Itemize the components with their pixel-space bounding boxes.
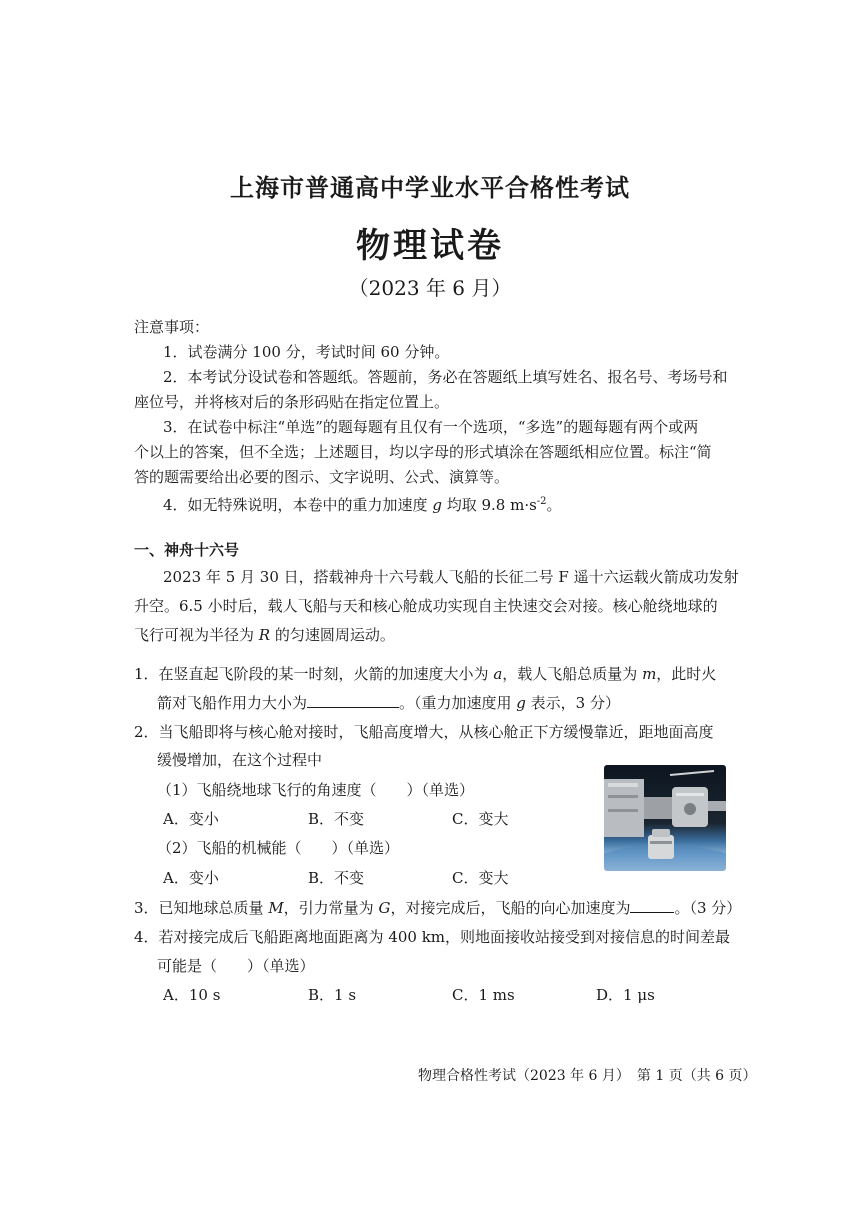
question-2-sub2: （2）飞船的机械能（ ）（单选）: [157, 839, 400, 857]
answer-blank-1[interactable]: [307, 692, 399, 708]
q2-sub1-option-c[interactable]: C．变大: [452, 810, 509, 828]
question-4-line2: 可能是（ ）（单选）: [157, 957, 315, 975]
section-intro-a: 2023 年 5 月 30 日，搭载神舟十六号载人飞船的长征二号 F 遥十六运载火箭成功发射: [163, 568, 739, 586]
q4-option-d[interactable]: D．1 μs: [596, 986, 655, 1004]
question-2-line2: 缓慢增加，在这个过程中: [157, 751, 323, 769]
notice-heading: 注意事项：: [134, 318, 210, 336]
q2-sub2-option-a[interactable]: A．变小: [163, 869, 219, 887]
notice-item-1: 1．试卷满分 100 分，考试时间 60 分钟。: [163, 343, 450, 361]
answer-blank-3[interactable]: [630, 897, 674, 913]
notice-item-3b: 个以上的答案，但不全选；上述题目，均以字母的形式填涂在答题纸相应位置。标注“简: [134, 443, 712, 461]
spacecraft-docking-photo: [604, 765, 726, 871]
q4-option-c[interactable]: C．1 ms: [452, 986, 515, 1004]
question-1-line2: 箭对飞船作用力大小为 。（重力加速度用 g 表示，3 分）: [157, 694, 620, 712]
notice-item-3a: 3．在试卷中标注“单选”的题每题有且仅有一个选项，“多选”的题每题有两个或两: [163, 418, 699, 436]
section-intro-b: 升空。6.5 小时后，载人飞船与天和核心舱成功实现自主快速交会对接。核心舱绕地球的: [134, 597, 718, 615]
notice-item-2a: 2．本考试分设试卷和答题纸。答题前，务必在答题纸上填写姓名、报名号、考场号和: [163, 368, 728, 386]
notice-item-3c: 答的题需要给出必要的图示、文字说明、公式、演算等。: [134, 468, 510, 486]
q2-sub1-option-a[interactable]: A．变小: [163, 810, 219, 828]
section-intro-c: 飞行可视为半径为 R 的匀速圆周运动。: [134, 626, 395, 644]
q2-sub1-option-b[interactable]: B．不变: [308, 810, 365, 828]
page-footer: 物理合格性考试（2023 年 6 月） 第 1 页（共 6 页）: [418, 1068, 757, 1084]
exam-date: （2023 年 6 月）: [348, 276, 512, 300]
question-1-line1: 1．在竖直起飞阶段的某一时刻，火箭的加速度大小为 a，载人飞船总质量为 m，此时火: [134, 665, 717, 683]
exam-subject-title: 物理试卷: [356, 226, 504, 266]
notice-item-4: 4．如无特殊说明，本卷中的重力加速度 g 均取 9.8 $m\cdot s^{-2}$。: [163, 496, 562, 514]
notice-item-2b: 座位号，并将核对后的条形码贴在指定位置上。: [134, 393, 450, 411]
q4-option-a[interactable]: A．10 s: [163, 986, 221, 1004]
question-2-sub1: （1）飞船绕地球飞行的角速度（ ）（单选）: [157, 781, 475, 799]
question-4-line1: 4．若对接完成后飞船距离地面距离为 400 km，则地面接收站接受到对接信息的时间差最: [134, 928, 731, 946]
question-3: 3．已知地球总质量 M，引力常量为 G，对接完成后，飞船的向心加速度为 。（3 分）: [134, 899, 742, 917]
question-2-line1: 2．当飞船即将与核心舱对接时，飞船高度增大，从核心舱正下方缓慢靠近，距地面高度: [134, 723, 714, 741]
q2-sub2-option-c[interactable]: C．变大: [452, 869, 509, 887]
space-station-illustration: [604, 765, 726, 871]
section-heading: 一、神舟十六号: [134, 541, 240, 559]
q4-option-b[interactable]: B．1 s: [308, 986, 357, 1004]
exam-title-line1: 上海市普通高中学业水平合格性考试: [230, 173, 630, 202]
q2-sub2-option-b[interactable]: B．不变: [308, 869, 365, 887]
var-g: g: [432, 496, 442, 514]
